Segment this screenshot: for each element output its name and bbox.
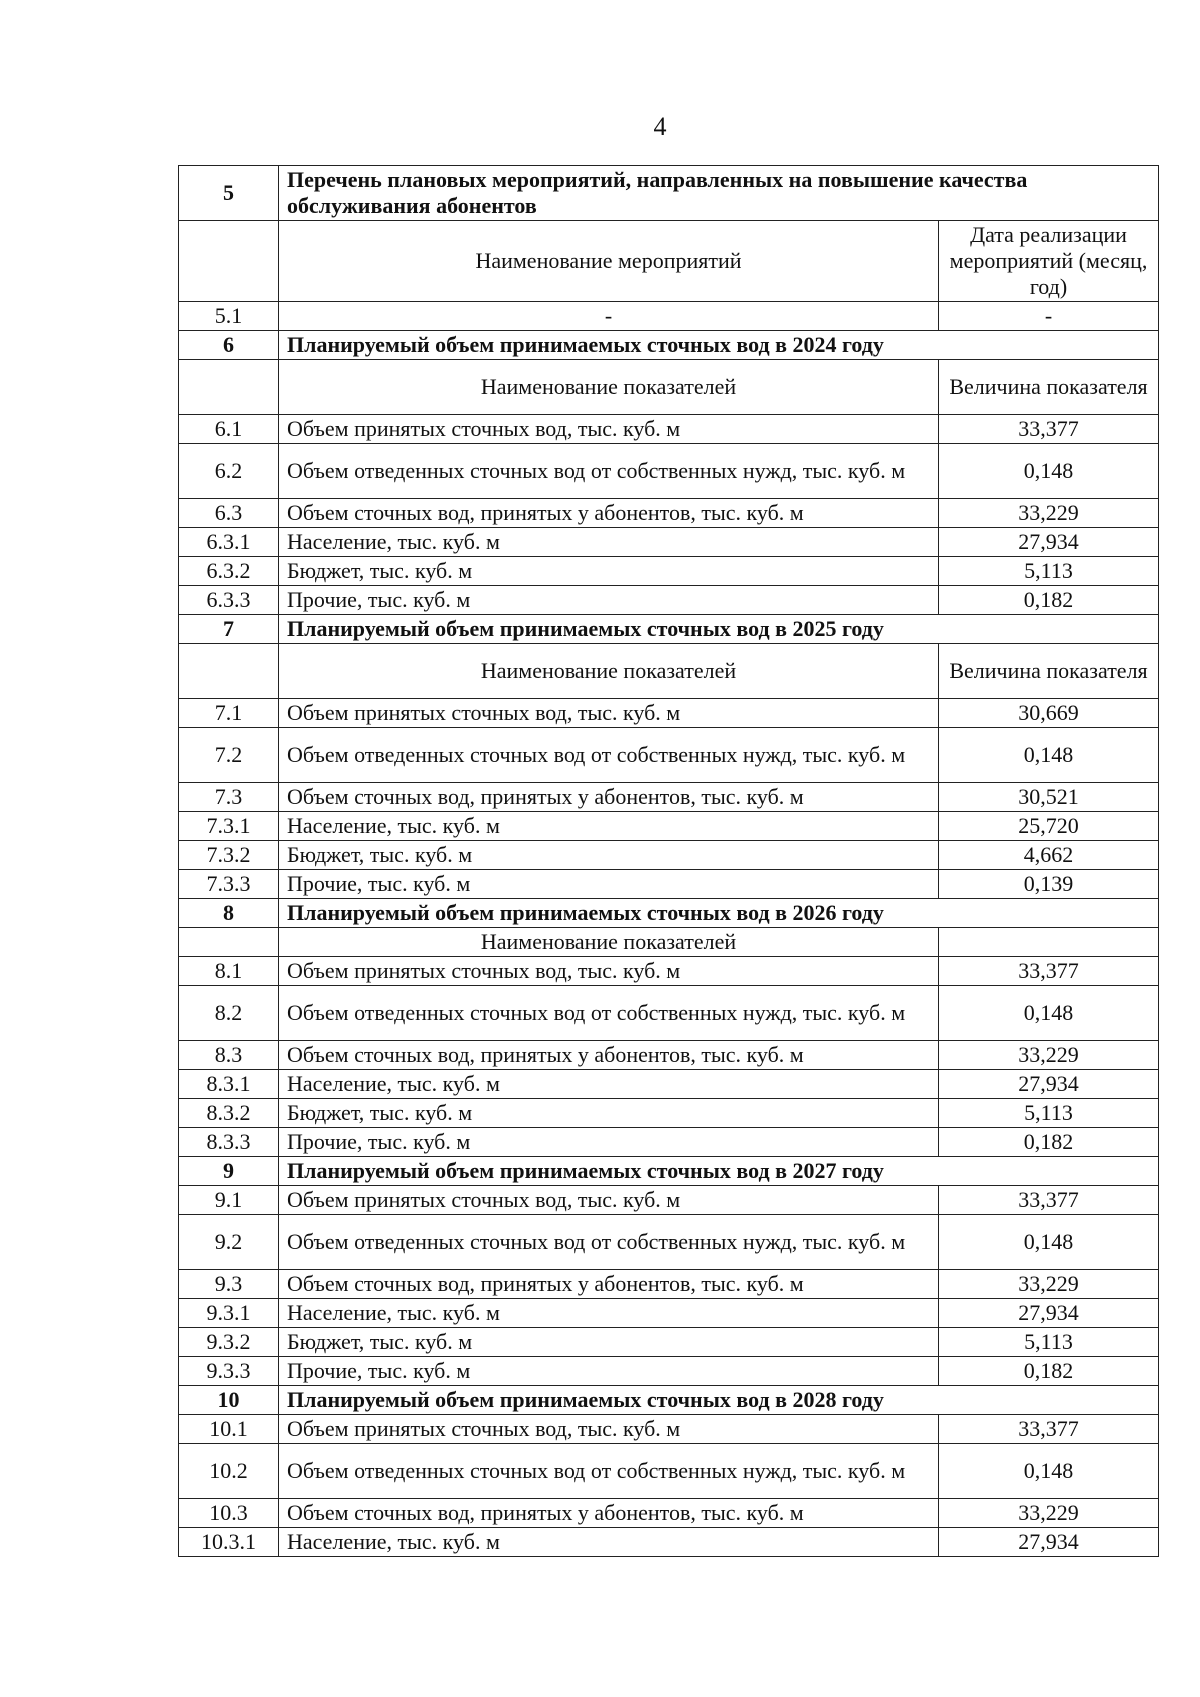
row-value: 0,148 <box>939 986 1159 1041</box>
row-name: Объем сточных вод, принятых у абонентов, тыс. куб. м <box>279 1270 939 1299</box>
header-empty-cell <box>179 221 279 302</box>
row-number: 7.2 <box>179 728 279 783</box>
column-header-row <box>179 221 1159 302</box>
row-name: Объем сточных вод, принятых у абонентов, тыс. куб. м <box>279 1041 939 1070</box>
row-number: 7.3 <box>179 783 279 812</box>
section-title: Планируемый объем принимаемых сточных вод в 2024 году <box>279 331 1159 360</box>
table-row <box>179 1128 1159 1157</box>
row-value: 33,377 <box>939 1415 1159 1444</box>
row-number: 6.3.2 <box>179 557 279 586</box>
row-number: 10.3.1 <box>179 1528 279 1557</box>
row-number: 9.3.1 <box>179 1299 279 1328</box>
table-row <box>179 1215 1159 1270</box>
header-value: Величина показателя <box>939 644 1159 699</box>
row-value: 33,229 <box>939 1499 1159 1528</box>
row-value: 30,521 <box>939 783 1159 812</box>
row-value: 27,934 <box>939 528 1159 557</box>
row-number: 9.3 <box>179 1270 279 1299</box>
table-row <box>179 1415 1159 1444</box>
row-value: 25,720 <box>939 812 1159 841</box>
row-number: 6.1 <box>179 415 279 444</box>
table-row <box>179 1328 1159 1357</box>
row-name: Население, тыс. куб. м <box>279 1299 939 1328</box>
column-header-row <box>179 360 1159 415</box>
row-value: 0,148 <box>939 1444 1159 1499</box>
row-number: 7.3.1 <box>179 812 279 841</box>
row-value: 5,113 <box>939 557 1159 586</box>
row-value: 4,662 <box>939 841 1159 870</box>
page-number: 4 <box>653 112 667 141</box>
table-row <box>179 528 1159 557</box>
section-row <box>179 615 1159 644</box>
row-value: - <box>939 302 1159 331</box>
row-name: - <box>279 302 939 331</box>
column-header-row <box>179 644 1159 699</box>
row-number: 10.3 <box>179 1499 279 1528</box>
row-number: 6.3.3 <box>179 586 279 615</box>
header-empty-cell <box>179 644 279 699</box>
header-name: Наименование показателей <box>279 360 939 415</box>
row-name: Объем принятых сточных вод, тыс. куб. м <box>279 957 939 986</box>
table-row <box>179 1299 1159 1328</box>
row-value: 30,669 <box>939 699 1159 728</box>
table-row <box>179 1528 1159 1557</box>
row-name: Население, тыс. куб. м <box>279 1528 939 1557</box>
row-name: Население, тыс. куб. м <box>279 1070 939 1099</box>
row-value: 27,934 <box>939 1528 1159 1557</box>
row-name: Объем отведенных сточных вод от собственных нужд, тыс. куб. м <box>279 444 939 499</box>
section-row <box>179 899 1159 928</box>
row-name: Объем отведенных сточных вод от собственных нужд, тыс. куб. м <box>279 986 939 1041</box>
row-value: 5,113 <box>939 1099 1159 1128</box>
row-name: Бюджет, тыс. куб. м <box>279 841 939 870</box>
row-value: 0,139 <box>939 870 1159 899</box>
section-row <box>179 1157 1159 1186</box>
row-name: Объем принятых сточных вод, тыс. куб. м <box>279 1415 939 1444</box>
row-value: 33,377 <box>939 415 1159 444</box>
section-row <box>179 166 1159 221</box>
row-name: Объем сточных вод, принятых у абонентов, тыс. куб. м <box>279 499 939 528</box>
row-number: 5.1 <box>179 302 279 331</box>
row-value: 0,148 <box>939 728 1159 783</box>
table-row <box>179 1099 1159 1128</box>
table-row <box>179 499 1159 528</box>
table-row <box>179 586 1159 615</box>
row-value: 0,148 <box>939 444 1159 499</box>
header-value: Дата реализации мероприятий (месяц, год) <box>939 221 1159 302</box>
row-name: Бюджет, тыс. куб. м <box>279 557 939 586</box>
section-title: Планируемый объем принимаемых сточных вод в 2026 году <box>279 899 1159 928</box>
row-value: 0,148 <box>939 1215 1159 1270</box>
row-name: Объем принятых сточных вод, тыс. куб. м <box>279 415 939 444</box>
row-value: 27,934 <box>939 1299 1159 1328</box>
table-row <box>179 841 1159 870</box>
section-row <box>179 331 1159 360</box>
row-number: 10.2 <box>179 1444 279 1499</box>
table-row <box>179 812 1159 841</box>
header-value: Величина показателя <box>939 360 1159 415</box>
row-name: Объем принятых сточных вод, тыс. куб. м <box>279 699 939 728</box>
row-name: Бюджет, тыс. куб. м <box>279 1099 939 1128</box>
table-row <box>179 444 1159 499</box>
section-number: 10 <box>179 1386 279 1415</box>
row-number: 10.1 <box>179 1415 279 1444</box>
row-name: Прочие, тыс. куб. м <box>279 1357 939 1386</box>
row-value: 27,934 <box>939 1070 1159 1099</box>
row-name: Бюджет, тыс. куб. м <box>279 1328 939 1357</box>
section-row <box>179 1386 1159 1415</box>
section-title: Планируемый объем принимаемых сточных вод в 2025 году <box>279 615 1159 644</box>
row-value: 0,182 <box>939 1128 1159 1157</box>
section-number: 8 <box>179 899 279 928</box>
row-number: 7.1 <box>179 699 279 728</box>
header-value <box>939 928 1159 957</box>
row-number: 9.3.3 <box>179 1357 279 1386</box>
row-name: Население, тыс. куб. м <box>279 528 939 557</box>
row-name: Объем отведенных сточных вод от собственных нужд, тыс. куб. м <box>279 728 939 783</box>
row-value: 33,377 <box>939 1186 1159 1215</box>
table-row <box>179 415 1159 444</box>
row-number: 8.1 <box>179 957 279 986</box>
row-number: 9.3.2 <box>179 1328 279 1357</box>
table-row <box>179 870 1159 899</box>
row-number: 7.3.3 <box>179 870 279 899</box>
row-value: 33,229 <box>939 499 1159 528</box>
table-row <box>179 957 1159 986</box>
table-row <box>179 1041 1159 1070</box>
row-number: 6.3 <box>179 499 279 528</box>
row-number: 8.3.1 <box>179 1070 279 1099</box>
row-value: 5,113 <box>939 1328 1159 1357</box>
row-number: 9.1 <box>179 1186 279 1215</box>
header-name: Наименование показателей <box>279 928 939 957</box>
row-name: Прочие, тыс. куб. м <box>279 586 939 615</box>
header-empty-cell <box>179 360 279 415</box>
table-row <box>179 1070 1159 1099</box>
header-name: Наименование показателей <box>279 644 939 699</box>
row-value: 33,229 <box>939 1041 1159 1070</box>
row-number: 7.3.2 <box>179 841 279 870</box>
section-number: 6 <box>179 331 279 360</box>
row-value: 33,377 <box>939 957 1159 986</box>
row-number: 9.2 <box>179 1215 279 1270</box>
table-row <box>179 1357 1159 1386</box>
section-title: Планируемый объем принимаемых сточных вод в 2028 году <box>279 1386 1159 1415</box>
header-name: Наименование мероприятий <box>279 221 939 302</box>
section-number: 5 <box>179 166 279 221</box>
row-number: 8.3.3 <box>179 1128 279 1157</box>
row-name: Объем отведенных сточных вод от собственных нужд, тыс. куб. м <box>279 1444 939 1499</box>
row-number: 6.3.1 <box>179 528 279 557</box>
row-name: Прочие, тыс. куб. м <box>279 870 939 899</box>
section-title: Планируемый объем принимаемых сточных вод в 2027 году <box>279 1157 1159 1186</box>
row-name: Население, тыс. куб. м <box>279 812 939 841</box>
header-empty-cell <box>179 928 279 957</box>
section-title: Перечень плановых мероприятий, направленных на повышение качества обслуживания абонентов <box>279 166 1159 221</box>
plan-table <box>178 165 1159 1557</box>
row-number: 8.3 <box>179 1041 279 1070</box>
table-row <box>179 557 1159 586</box>
row-value: 0,182 <box>939 586 1159 615</box>
row-name: Объем принятых сточных вод, тыс. куб. м <box>279 1186 939 1215</box>
row-name: Объем сточных вод, принятых у абонентов, тыс. куб. м <box>279 783 939 812</box>
row-number: 6.2 <box>179 444 279 499</box>
table-row <box>179 783 1159 812</box>
section-number: 7 <box>179 615 279 644</box>
section-number: 9 <box>179 1157 279 1186</box>
row-name: Объем отведенных сточных вод от собственных нужд, тыс. куб. м <box>279 1215 939 1270</box>
row-value: 33,229 <box>939 1270 1159 1299</box>
table-row <box>179 302 1159 331</box>
row-value: 0,182 <box>939 1357 1159 1386</box>
table-row <box>179 699 1159 728</box>
table-row <box>179 1270 1159 1299</box>
table-row <box>179 1444 1159 1499</box>
row-name: Объем сточных вод, принятых у абонентов, тыс. куб. м <box>279 1499 939 1528</box>
row-number: 8.3.2 <box>179 1099 279 1128</box>
table-row <box>179 986 1159 1041</box>
table-row <box>179 728 1159 783</box>
column-header-row <box>179 928 1159 957</box>
row-name: Прочие, тыс. куб. м <box>279 1128 939 1157</box>
table-row <box>179 1186 1159 1215</box>
row-number: 8.2 <box>179 986 279 1041</box>
table-row <box>179 1499 1159 1528</box>
